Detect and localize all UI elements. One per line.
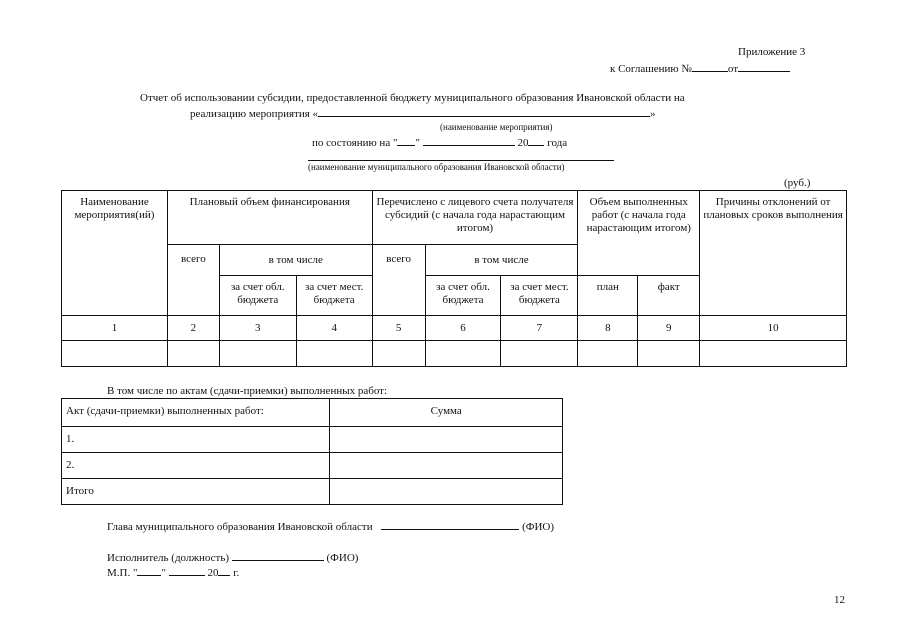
header-planned-including: в том числе bbox=[219, 245, 372, 276]
agreement-from: от bbox=[727, 63, 739, 75]
agreement-date-blank[interactable] bbox=[738, 61, 790, 72]
header-transferred-local: за счет мест. бюджета bbox=[501, 276, 578, 316]
seal-year-blank[interactable] bbox=[218, 565, 230, 576]
column-number: 4 bbox=[296, 316, 372, 341]
acts-total-sum[interactable] bbox=[330, 479, 563, 505]
agreement-number-blank[interactable] bbox=[692, 61, 728, 72]
head-label: Глава муниципального образования Ивановской области bbox=[107, 521, 373, 533]
data-cell[interactable] bbox=[167, 341, 219, 367]
report-title-line2 bbox=[190, 106, 656, 120]
municipality-line[interactable] bbox=[308, 160, 614, 161]
state-day-blank[interactable] bbox=[397, 135, 415, 146]
data-cell[interactable] bbox=[638, 341, 700, 367]
state-suffix: года bbox=[547, 137, 568, 149]
executor-line bbox=[107, 550, 358, 564]
header-plan: план bbox=[578, 276, 638, 316]
state-year: 20 bbox=[517, 137, 529, 149]
column-number: 6 bbox=[425, 316, 501, 341]
agreement-prefix: к Соглашению № bbox=[610, 63, 692, 75]
data-cell[interactable] bbox=[372, 341, 425, 367]
acts-row-sum[interactable] bbox=[330, 453, 563, 479]
data-cell[interactable] bbox=[219, 341, 296, 367]
header-name: Наименование мероприятия(ий) bbox=[62, 191, 168, 316]
report-title-line1: Отчет об использовании субсидии, предоставленной бюджету муниципального образования Ивановской области на bbox=[140, 92, 685, 104]
acts-table bbox=[61, 398, 563, 505]
page-number: 12 bbox=[834, 594, 845, 606]
data-cell[interactable] bbox=[501, 341, 578, 367]
municipality-hint: (наименование муниципального образования Ивановской области) bbox=[308, 162, 565, 172]
seal-line bbox=[107, 565, 239, 579]
header-reasons: Причины отклонений от плановых сроков выполнения bbox=[700, 191, 847, 316]
header-transferred-regional: за счет обл. бюджета bbox=[425, 276, 501, 316]
event-name-blank[interactable] bbox=[318, 106, 650, 117]
header-transferred-total: всего bbox=[372, 245, 425, 316]
acts-intro: В том числе по актам (сдачи-приемки) выполненных работ: bbox=[107, 385, 388, 397]
column-number: 10 bbox=[700, 316, 847, 341]
header-planned: Плановый объем финансирования bbox=[167, 191, 372, 245]
header-planned-total: всего bbox=[167, 245, 219, 316]
column-number: 8 bbox=[578, 316, 638, 341]
seal-month-blank[interactable] bbox=[169, 565, 205, 576]
seal-suffix: г. bbox=[233, 567, 240, 579]
executor-blank[interactable] bbox=[232, 550, 324, 561]
seal-mid: " bbox=[161, 567, 166, 579]
head-signature-line bbox=[107, 519, 554, 533]
acts-header-act: Акт (сдачи-приемки) выполненных работ: bbox=[62, 399, 330, 427]
head-signature-blank[interactable] bbox=[381, 519, 519, 530]
header-planned-local: за счет мест. бюджета bbox=[296, 276, 372, 316]
data-cell[interactable] bbox=[62, 341, 168, 367]
agreement-line bbox=[610, 61, 790, 75]
column-number: 9 bbox=[638, 316, 700, 341]
acts-header-sum: Сумма bbox=[330, 399, 563, 427]
head-fio: (ФИО) bbox=[522, 521, 554, 533]
column-number: 1 bbox=[62, 316, 168, 341]
data-cell[interactable] bbox=[425, 341, 501, 367]
state-mid: " bbox=[415, 137, 420, 149]
header-transferred-including: в том числе bbox=[425, 245, 578, 276]
state-year-blank[interactable] bbox=[528, 135, 544, 146]
currency-label: (руб.) bbox=[784, 177, 811, 189]
acts-total-label: Итого bbox=[62, 479, 330, 505]
header-volume: Объем выполненных работ (с начала года нарастающим итогом) bbox=[578, 191, 700, 276]
acts-row-sum[interactable] bbox=[330, 427, 563, 453]
acts-row-label: 1. bbox=[62, 427, 330, 453]
seal-year: 20 bbox=[207, 567, 219, 579]
state-month-blank[interactable] bbox=[423, 135, 515, 146]
column-number: 7 bbox=[501, 316, 578, 341]
header-fact: факт bbox=[638, 276, 700, 316]
header-transferred: Перечислено с лицевого счета получателя субсидий (с начала года нарастающим итогом) bbox=[372, 191, 578, 245]
acts-row-label: 2. bbox=[62, 453, 330, 479]
state-date-line bbox=[312, 135, 567, 149]
appendix-title: Приложение 3 bbox=[738, 46, 806, 58]
state-prefix: по состоянию на " bbox=[312, 137, 398, 149]
report-title-suffix: » bbox=[650, 108, 656, 120]
column-number: 5 bbox=[372, 316, 425, 341]
report-table bbox=[61, 190, 847, 367]
executor-label: Исполнитель (должность) bbox=[107, 552, 230, 564]
header-planned-regional: за счет обл. бюджета bbox=[219, 276, 296, 316]
executor-fio: (ФИО) bbox=[326, 552, 359, 564]
data-cell[interactable] bbox=[578, 341, 638, 367]
column-number: 2 bbox=[167, 316, 219, 341]
seal-day-blank[interactable] bbox=[137, 565, 161, 576]
event-name-hint: (наименование мероприятия) bbox=[440, 122, 553, 132]
report-title-prefix: реализацию мероприятия « bbox=[190, 108, 319, 120]
seal-prefix: М.П. " bbox=[107, 567, 138, 579]
data-cell[interactable] bbox=[700, 341, 847, 367]
data-cell[interactable] bbox=[296, 341, 372, 367]
column-number: 3 bbox=[219, 316, 296, 341]
